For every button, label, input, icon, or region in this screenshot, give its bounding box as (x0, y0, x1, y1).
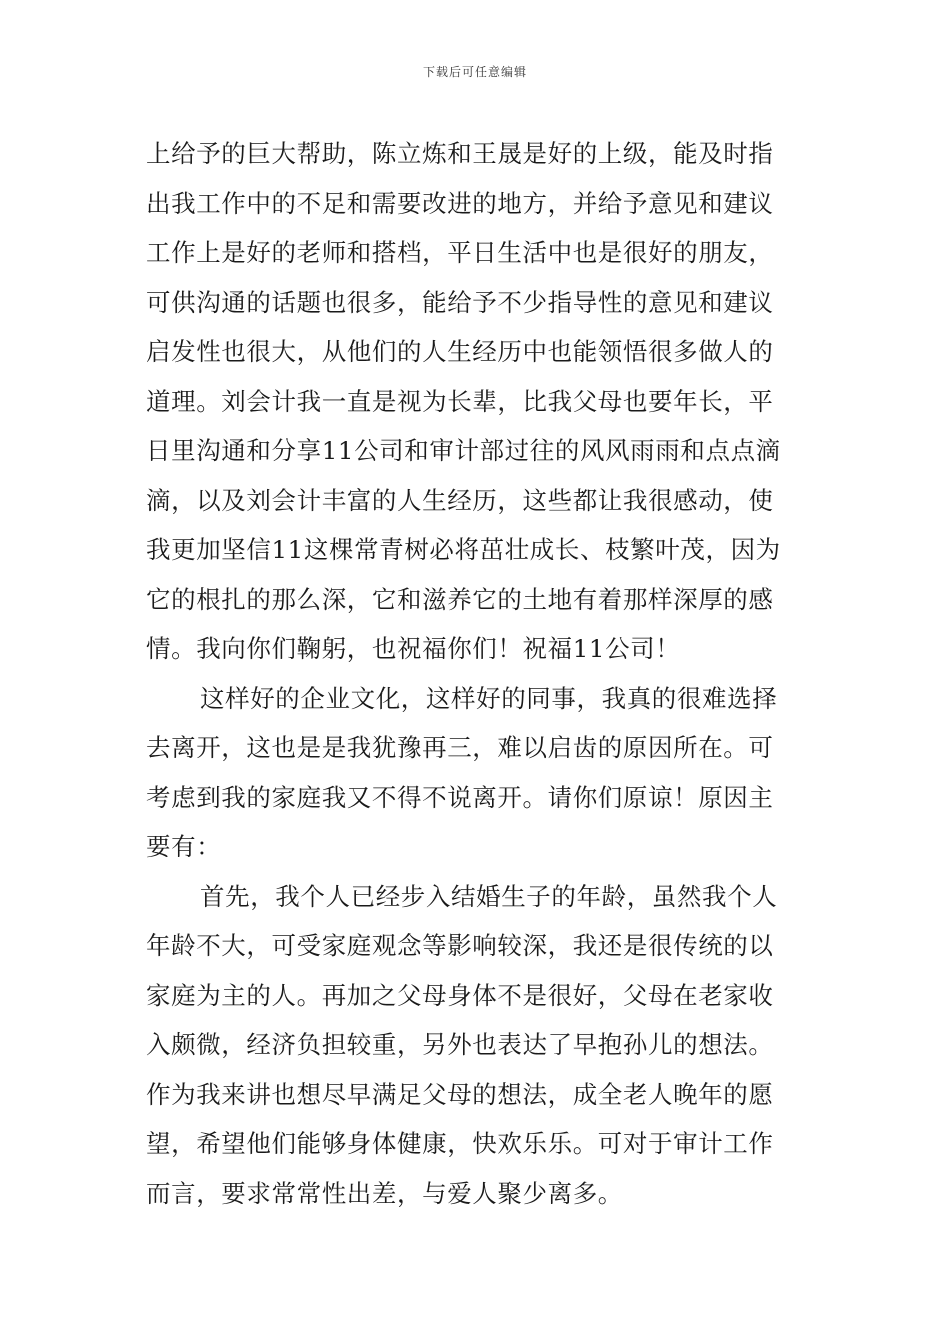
text-line: 去离开，这也是是我犹豫再三，难以启齿的原因所在。可 (146, 733, 774, 762)
text-line: 我更加坚信11这棵常青树必将茁壮成长、枝繁叶茂，因为 (146, 535, 781, 564)
text-line: 滴，以及刘会计丰富的人生经历，这些都让我很感动，使 (146, 485, 774, 515)
text-line: 家庭为主的人。再加之父母身体不是很好，父母在老家收 (146, 980, 774, 1010)
text-line: 道理。刘会计我一直是视为长辈，比我父母也要年长，平 (146, 386, 774, 416)
text-line: 情。我向你们鞠躬，也祝福你们！祝福11公司！ (146, 634, 681, 663)
text-line: 出我工作中的不足和需要改进的地方，并给予意见和建议 (146, 188, 774, 218)
text-line: 上给予的巨大帮助，陈立炼和王晟是好的上级，能及时指 (146, 139, 774, 168)
text-line: 作为我来讲也想尽早满足父母的想法，成全老人晚年的愿 (146, 1079, 774, 1109)
page-header: 下载后可任意编辑 (422, 65, 527, 79)
text-line: 年龄不大，可受家庭观念等影响较深，我还是很传统的以 (146, 931, 774, 960)
text-line: 它的根扎的那么深，它和滋养它的土地有着那样深厚的感 (146, 584, 774, 614)
text-line: 工作上是好的老师和搭档，平日生活中也是很好的朋友， (146, 238, 774, 267)
text-line: 望，希望他们能够身体健康，快欢乐乐。可对于审计工作 (146, 1129, 774, 1158)
paragraph-first-line: 首先，我个人已经步入结婚生子的年龄，虽然我个人 (200, 881, 778, 911)
text-line: 启发性也很大，从他们的人生经历中也能领悟很多做人的 (146, 337, 774, 366)
text-line: 要有： (146, 832, 222, 861)
text-line: 而言，要求常常性出差，与爱人聚少离多。 (146, 1178, 623, 1208)
text-line: 考虑到我的家庭我又不得不说离开。请你们原谅！原因主 (146, 782, 774, 812)
text-line: 日里沟通和分享11公司和审计部过往的风风雨雨和点点滴 (146, 436, 781, 465)
text-line: 可供沟通的话题也很多，能给予不少指导性的意见和建议 (146, 287, 774, 317)
text-line: 入颇微，经济负担较重，另外也表达了早抱孙儿的想法。 (146, 1030, 774, 1059)
document-body (146, 129, 816, 1218)
paragraph-first-line: 这样好的企业文化，这样好的同事，我真的很难选择 (200, 683, 778, 713)
